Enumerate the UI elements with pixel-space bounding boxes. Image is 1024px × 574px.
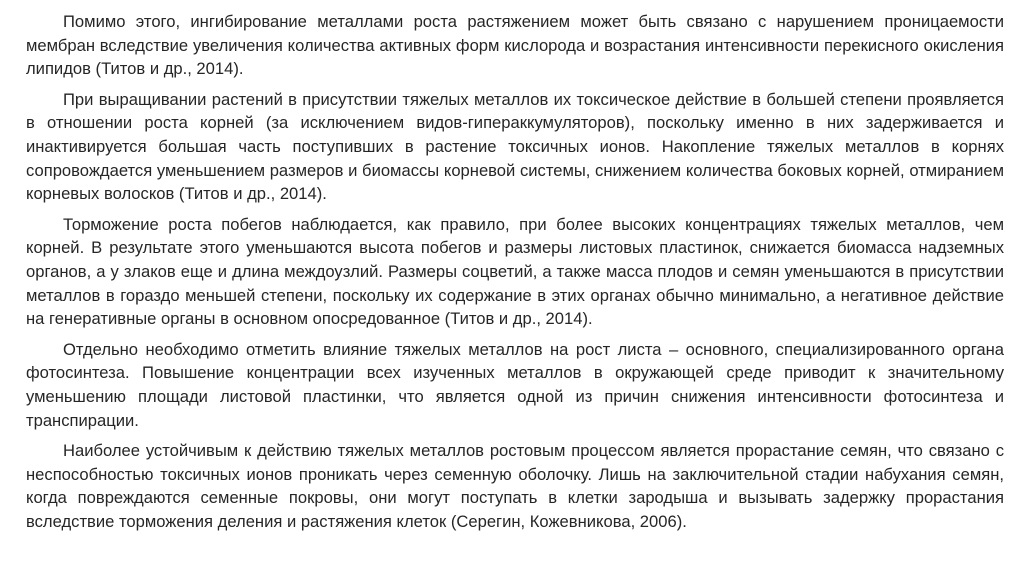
paragraph-2: При выращивании растений в присутствии тяжелых металлов их токсическое действие в большей степени проявляется в отношении роста корней (за исключением видов-гипераккумуляторов), поскольку именно в них задерживается и инактивируется большая часть поступивших в растение токсичных ионов. Накопление тяжелых металлов в корнях сопровождается уменьшением размеров и биомассы корневой системы, снижением количества боковых корней, отмиранием корневых волосков (Титов и др., 2014).: [26, 89, 1004, 204]
paragraph-4: Отдельно необходимо отметить влияние тяжелых металлов на рост листа – основного, специализированного органа фотосинтеза. Повышение концентрации всех изученных металлов в окружающей среде приводит к значительному уменьшению площади листовой пластинки, что является одной из причин снижения интенсивности фотосинтеза и транспирации.: [26, 339, 1004, 430]
document-page: [26, 10, 1004, 570]
paragraph-5: Наиболее устойчивым к действию тяжелых металлов ростовым процессом является прорастание семян, что связано с неспособностью токсичных ионов проникать через семенную оболочку. Лишь на заключительной стадии набухания семян, когда повреждаются семенные покровы, они могут поступать в клетки зародыша и вызывать задержку прорастания вследствие торможения деления и растяжения клеток (Серегин, Кожевникова, 2006).: [26, 441, 1004, 531]
paragraph-3: Торможение роста побегов наблюдается, как правило, при более высоких концентрациях тяжелых металлов, чем корней. В результате этого уменьшаются высота побегов и размеры листовых пластинок, снижается биомасса надземных органов, а у злаков еще и длина междоузлий. Размеры соцветий, а также масса плодов и семян уменьшаются в присутствии металлов в гораздо меньшей степени, поскольку их содержание в этих органах обычно минимально, а негативное действие на генеративные органы в основном опосредованное (Титов и др., 2014).: [26, 214, 1004, 329]
paragraph-1: Помимо этого, ингибирование металлами роста растяжением может быть связано с нарушением проницаемости мембран вследствие увеличения количества активных форм кислорода и возрастания интенсивности перекисного окисления липидов (Титов и др., 2014).: [26, 12, 1004, 79]
